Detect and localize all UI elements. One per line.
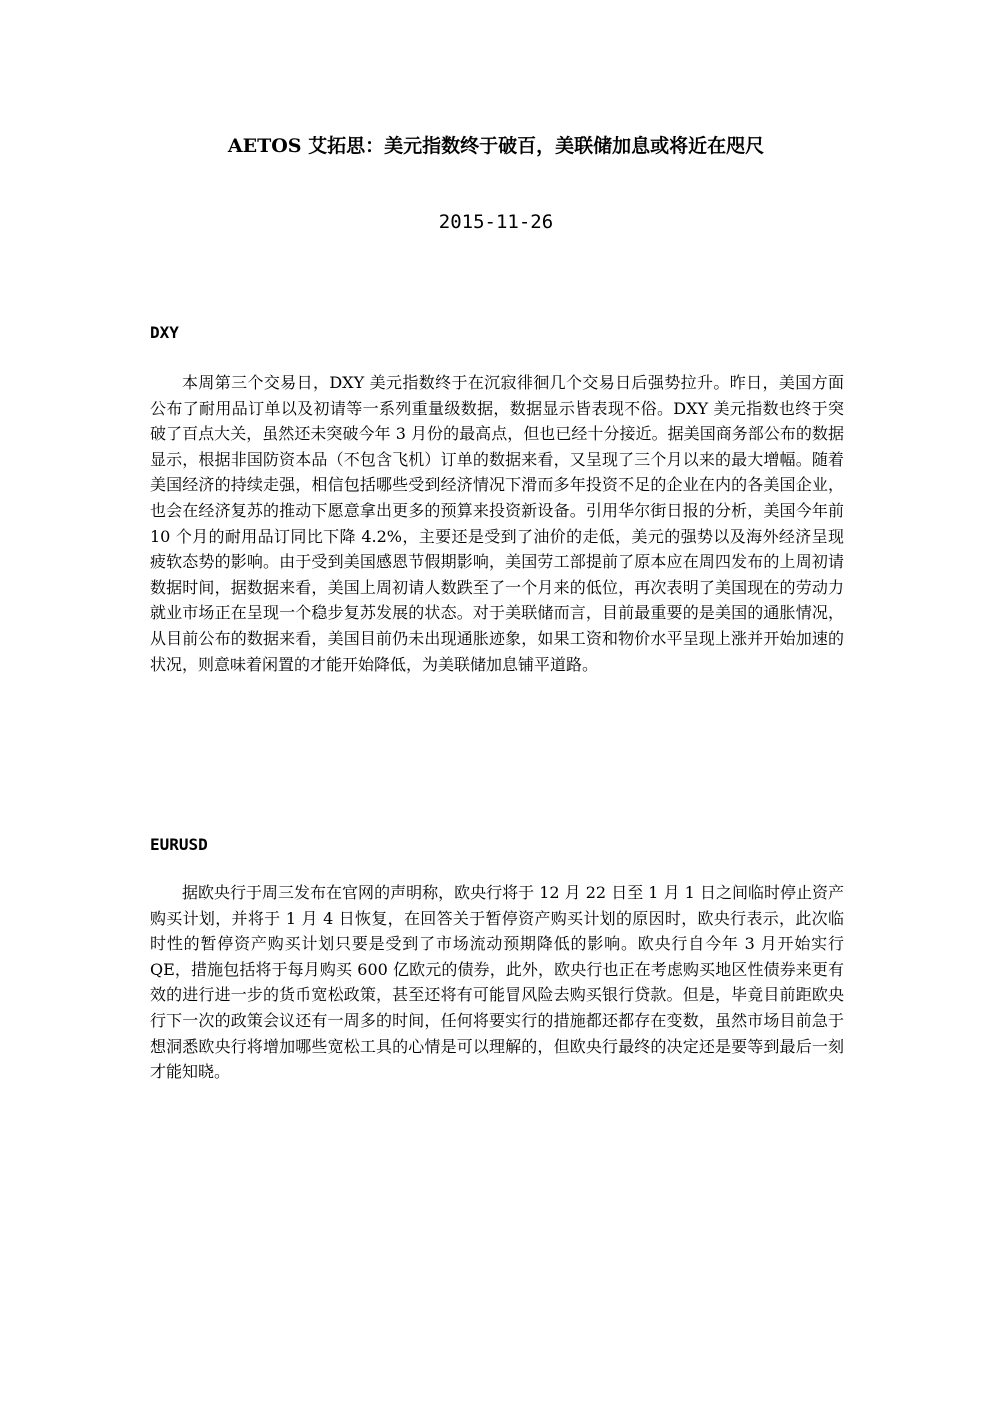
document-title: AETOS 艾拓思：美元指数终于破百，美联储加息或将近在咫尺	[227, 135, 765, 157]
section-heading-eurusd: EURUSD	[150, 835, 208, 854]
section-body-eurusd: 据欧央行于周三发布在官网的声明称，欧央行将于 12 月 22 日至 1 月 1 日之间临时停止资产购买计划，并将于 1 月 4 日恢复，在回答关于暂停资产购买计划的原因时，欧央行表示，此次临时性的暂停资产购买计划只要是受到了市场流动预期降低的影响。欧央行自今年 3 月开始实行 QE，措施包括将于每月购买 600 亿欧元的债券，此外，欧央行也正在考虑购买地区性债券来更有效的进行进一步的货币宽松政策，甚至还将有可能冒风险去购买银行贷款。但是，毕竟目前距欧央行下一次的政策会议还有一周多的时间，任何将要实行的措施都还都存在变数，虽然市场目前急于想洞悉欧央行将增加哪些宽松工具的心情是可以理解的，但欧央行最终的决定还是要等到最后一刻才能知晓。	[150, 883, 844, 1082]
document-date: 2015-11-26	[438, 211, 554, 233]
section-heading-dxy: DXY	[150, 323, 179, 342]
section-body-dxy: 本周第三个交易日，DXY 美元指数终于在沉寂徘徊几个交易日后强势拉升。昨日，美国方面公布了耐用品订单以及初请等一系列重量级数据，数据显示皆表现不俗。DXY 美元指数也终于突破了百点大关，虽然还未突破今年 3 月份的最高点，但也已经十分接近。据美国商务部公布的数据显示，根据非国防资本品（不包含飞机）订单的数据来看，又呈现了三个月以来的最大增幅。随着美国经济的持续走强，相信包括哪些受到经济情况下滑而多年投资不足的企业在内的各美国企业，也会在经济复苏的推动下愿意拿出更多的预算来投资新设备。引用华尔街日报的分析，美国今年前 10 个月的耐用品订同比下降 4.2%，主要还是受到了油价的走低，美元的强势以及海外经济呈现疲软态势的影响。由于受到美国感恩节假期影响，美国劳工部提前了原本应在周四发布的上周初请数据时间，据数据来看，美国上周初请人数跌至了一个月来的低位，再次表明了美国现在的劳动力就业市场正在呈现一个稳步复苏发展的状态。对于美联储而言，目前最重要的是美国的通胀情况，从目前公布的数据来看，美国目前仍未出现通胀迹象，如果工资和物价水平呈现上涨并开始加速的状况，则意味着闲置的才能开始降低，为美联储加息铺平道路。	[150, 373, 844, 674]
